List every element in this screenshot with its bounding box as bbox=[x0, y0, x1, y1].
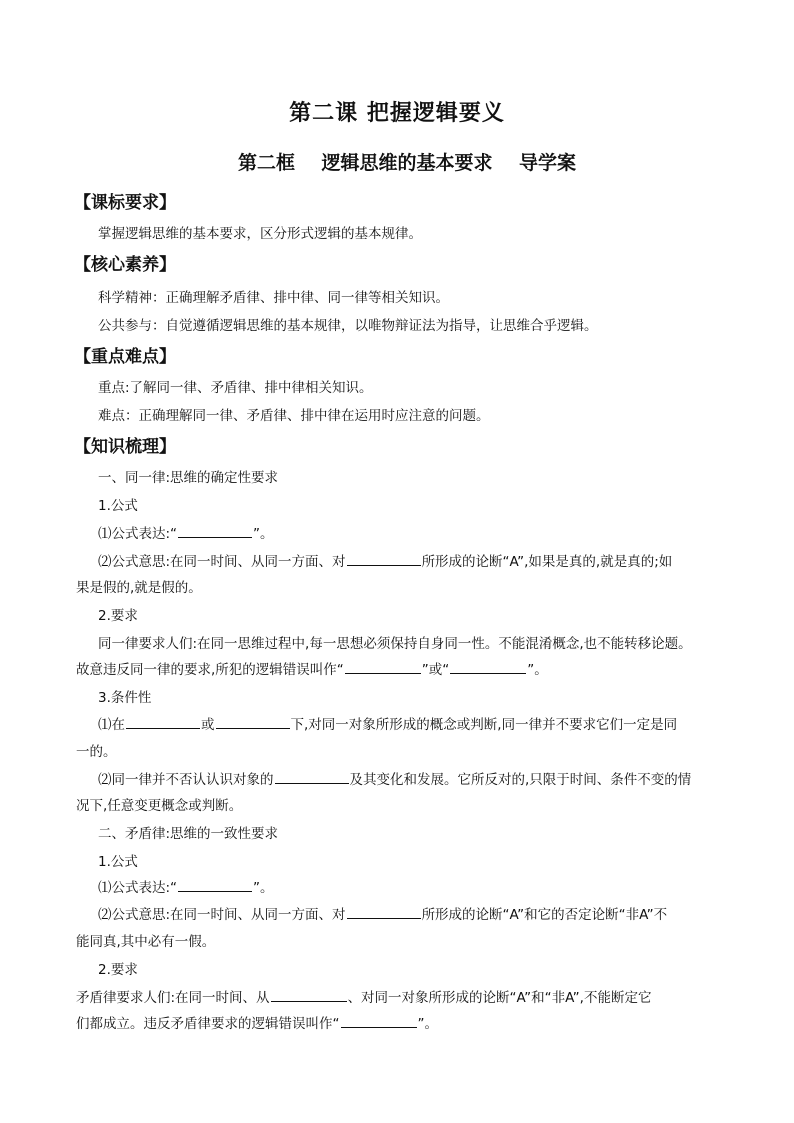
fill-blank[interactable] bbox=[347, 905, 421, 919]
suyang-line-2: 公共参与：自觉遵循逻辑思维的基本规律，以唯物辩证法为指导，让思维合乎逻辑。 bbox=[98, 318, 598, 334]
lesson-subtitle: 第二框 逻辑思维的基本要求 导学案 bbox=[238, 152, 576, 174]
tongyilv-tiaojian-1-cont: 一的。 bbox=[76, 744, 117, 760]
tongyilv-tiaojian-2 bbox=[98, 768, 691, 788]
tongyilv-yisi bbox=[98, 550, 672, 570]
section-heading-zhongdian: 【重点难点】 bbox=[74, 347, 176, 367]
tongyilv-tiaojian-2-cont: 况下,任意变更概念或判断。 bbox=[76, 798, 243, 814]
text: ⑵同一律并不否认认识对象的 bbox=[98, 772, 274, 788]
text: ”或“ bbox=[421, 662, 450, 678]
tongyilv-tiaojian: 3.条件性 bbox=[98, 690, 152, 706]
text: 、对同一对象所形成的论断“A”和“非A”,不能断定它 bbox=[347, 990, 652, 1006]
lesson-title: 第二课 把握逻辑要义 bbox=[289, 100, 505, 126]
section-heading-shuli: 【知识梳理】 bbox=[74, 437, 176, 457]
text: ⑴公式表达:“ bbox=[98, 526, 178, 542]
fill-blank[interactable] bbox=[271, 988, 347, 1002]
maodunlv-heading: 二、矛盾律:思维的一致性要求 bbox=[98, 826, 279, 842]
biaozhun-text: 掌握逻辑思维的基本要求，区分形式逻辑的基本规律。 bbox=[98, 226, 422, 242]
maodunlv-yisi-cont: 能同真,其中必有一假。 bbox=[76, 934, 216, 950]
text: 矛盾律要求人们:在同一时间、从 bbox=[76, 990, 270, 1006]
text: ⑵公式意思:在同一时间、从同一方面、对 bbox=[98, 554, 346, 570]
text: ”。 bbox=[527, 662, 548, 678]
text: ”。 bbox=[417, 1016, 438, 1032]
section-heading-biaozhun: 【课标要求】 bbox=[74, 193, 176, 213]
text: 所形成的论断“A”,如果是真的,就是真的;如 bbox=[421, 554, 673, 570]
tongyilv-yisi-cont: 果是假的,就是假的。 bbox=[76, 580, 202, 596]
tongyilv-tiaojian-1 bbox=[98, 713, 677, 733]
maodunlv-gongshi: 1.公式 bbox=[98, 854, 138, 870]
tongyilv-yaoqiu: 2.要求 bbox=[98, 608, 138, 624]
maodunlv-yaoqiu-line-1 bbox=[76, 986, 651, 1006]
maodunlv-yaoqiu-line-2 bbox=[76, 1012, 438, 1032]
fill-blank[interactable] bbox=[345, 660, 421, 674]
tongyilv-heading: 一、同一律:思维的确定性要求 bbox=[98, 470, 279, 486]
fill-blank[interactable] bbox=[178, 524, 252, 538]
fill-blank[interactable] bbox=[216, 715, 290, 729]
tongyilv-yaoqiu-line-2 bbox=[76, 658, 548, 678]
text: ⑴在 bbox=[98, 717, 125, 733]
text: 所形成的论断“A”和它的否定论断“非A”不 bbox=[421, 907, 668, 923]
suyang-line-1: 科学精神：正确理解矛盾律、排中律、同一律等相关知识。 bbox=[98, 290, 449, 306]
section-heading-suyang: 【核心素养】 bbox=[74, 255, 176, 275]
maodunlv-yaoqiu: 2.要求 bbox=[98, 962, 138, 978]
maodunlv-yisi bbox=[98, 903, 667, 923]
tongyilv-yaoqiu-line-1: 同一律要求人们:在同一思维过程中,每一思想必须保持自身同一性。不能混淆概念,也不能转移论题。 bbox=[98, 636, 692, 652]
tongyilv-gongshi: 1.公式 bbox=[98, 498, 138, 514]
zhongdian-line-1: 重点:了解同一律、矛盾律、排中律相关知识。 bbox=[98, 380, 373, 396]
fill-blank[interactable] bbox=[275, 770, 349, 784]
text: 及其变化和发展。它所反对的,只限于时间、条件不变的情 bbox=[349, 772, 692, 788]
fill-blank[interactable] bbox=[178, 878, 252, 892]
text: ”。 bbox=[253, 526, 274, 542]
text: ⑴公式表达:“ bbox=[98, 880, 178, 896]
fill-blank[interactable] bbox=[341, 1014, 417, 1028]
text: 们都成立。违反矛盾律要求的逻辑错误叫作“ bbox=[76, 1016, 340, 1032]
text: 下,对同一对象所形成的概念或判断,同一律并不要求它们一定是同 bbox=[290, 717, 678, 733]
text: ”。 bbox=[253, 880, 274, 896]
text: ⑵公式意思:在同一时间、从同一方面、对 bbox=[98, 907, 346, 923]
fill-blank[interactable] bbox=[347, 552, 421, 566]
tongyilv-biaoda bbox=[98, 522, 274, 542]
zhongdian-line-2: 难点：正确理解同一律、矛盾律、排中律在运用时应注意的问题。 bbox=[98, 408, 490, 424]
text: 或 bbox=[201, 717, 215, 733]
maodunlv-biaoda bbox=[98, 876, 274, 896]
fill-blank[interactable] bbox=[450, 660, 526, 674]
fill-blank[interactable] bbox=[126, 715, 200, 729]
text: 故意违反同一律的要求,所犯的逻辑错误叫作“ bbox=[76, 662, 344, 678]
